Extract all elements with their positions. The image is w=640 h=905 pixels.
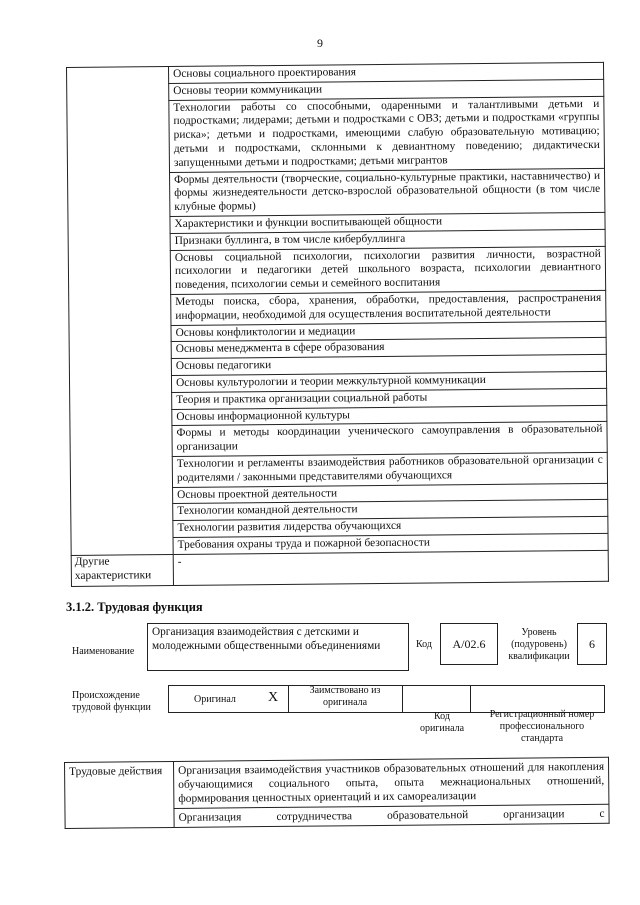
table-row bbox=[65, 757, 609, 809]
knowledge-item: Требования охраны труда и пожарной безопасности bbox=[173, 533, 608, 554]
origin-divider bbox=[288, 685, 289, 713]
origin-divider bbox=[402, 685, 403, 713]
knowledge-item: Основы менеджмента в сфере образования bbox=[171, 338, 606, 359]
knowledge-item: Формы деятельности (творческие, социально-культурные практики, наставничество) и формы жизнедеятельности детско-взрослой образовательной общности (в том числе клубные формы) bbox=[170, 168, 605, 217]
knowledge-table-wrapper bbox=[66, 62, 609, 587]
origin-original-mark: X bbox=[268, 690, 279, 705]
knowledge-item: Признаки буллинга, в том числе кибербуллинга bbox=[170, 229, 605, 250]
knowledge-item: Методы поиска, сбора, хранения, обработки, предоставления, распространения информации, необходимой для осуществления воспитательной деятельности bbox=[171, 290, 606, 325]
page-number: 9 bbox=[317, 36, 323, 50]
knowledge-item: Технологии командной деятельности bbox=[173, 500, 608, 521]
knowledge-label-cell bbox=[67, 67, 174, 556]
action-item: Организация взаимодействия участников образовательных отношений для накопления обучающимися социального опыта, опыта межнациональных отношений, формирования ценностных ориентаций и их самореализации bbox=[173, 757, 608, 808]
actions-label: Трудовые действия bbox=[65, 761, 175, 828]
actions-table-wrapper bbox=[64, 757, 610, 829]
registration-number-caption: Регистрационный номер профессионального стандарта bbox=[489, 709, 595, 744]
origin-divider bbox=[470, 685, 471, 713]
knowledge-item: Характеристики и функции воспитывающей общности bbox=[170, 212, 605, 233]
function-name-box: Организация взаимодействия с детскими и молодежными общественными объединениями bbox=[147, 623, 409, 671]
knowledge-item: Теория и практика организации социальной работы bbox=[172, 388, 607, 409]
knowledge-table bbox=[66, 62, 609, 587]
knowledge-item: Основы информационной культуры bbox=[172, 405, 607, 426]
knowledge-item: Основы проектной деятельности bbox=[173, 483, 608, 504]
actions-table bbox=[64, 757, 610, 829]
code-label: Код bbox=[416, 639, 432, 650]
knowledge-item: Формы и методы координации ученического самоуправления в образовательной организации bbox=[172, 422, 607, 457]
knowledge-item: Основы социального проектирования bbox=[169, 62, 604, 83]
qualification-level-label: Уровень (подуровень) квалификации bbox=[508, 627, 570, 662]
origin-label: Происхождение трудовой функции bbox=[72, 690, 151, 713]
knowledge-item: Технологии работы со способными, одаренными и талантливыми детьми и подростками; лидерами; детьми и подростками с ОВЗ; детьми и подростками «группы риска»; детьми и подростками, имеющими слабую образовательную мотивацию; детьми и подростками, склонными к девиантному поведению; дидактически запущенными детьми и подростками; детьми мигрантов bbox=[169, 96, 605, 172]
knowledge-item: Основы педагогики bbox=[171, 354, 606, 375]
knowledge-item: Основы культурологии и теории межкультурной коммуникации bbox=[171, 371, 606, 392]
qualification-level-box: 6 bbox=[577, 623, 607, 665]
code-value-box: A/02.6 bbox=[440, 623, 498, 665]
knowledge-item: Основы конфликтологии и медиации bbox=[171, 321, 606, 342]
other-characteristics-value: - bbox=[173, 550, 608, 585]
origin-borrowed-label: Заимствовано из оригинала bbox=[309, 685, 381, 708]
section-title: 3.1.2. Трудовая функция bbox=[66, 600, 203, 614]
action-item: Организация сотрудничества образовательной организации с bbox=[174, 804, 609, 827]
origin-code-caption: Код оригинала bbox=[419, 711, 465, 734]
table-row bbox=[71, 550, 608, 586]
function-name-label: Наименование bbox=[72, 646, 135, 657]
knowledge-item: Основы социальной психологии, психологии развития личности, возрастной психологии и педагогики детей школьного возраста, психологии девиантного поведения, психологии семьи и семейного воспитания bbox=[170, 246, 605, 295]
knowledge-item: Технологии развития лидерства обучающихся bbox=[173, 516, 608, 537]
origin-original-label: Оригинал bbox=[194, 694, 236, 705]
knowledge-item: Основы теории коммуникации bbox=[169, 79, 604, 100]
knowledge-item: Технологии и регламенты взаимодействия работников образовательной организации с родителями / законными представителями обучающихся bbox=[172, 452, 607, 487]
other-characteristics-label: Другие характеристики bbox=[71, 554, 173, 586]
